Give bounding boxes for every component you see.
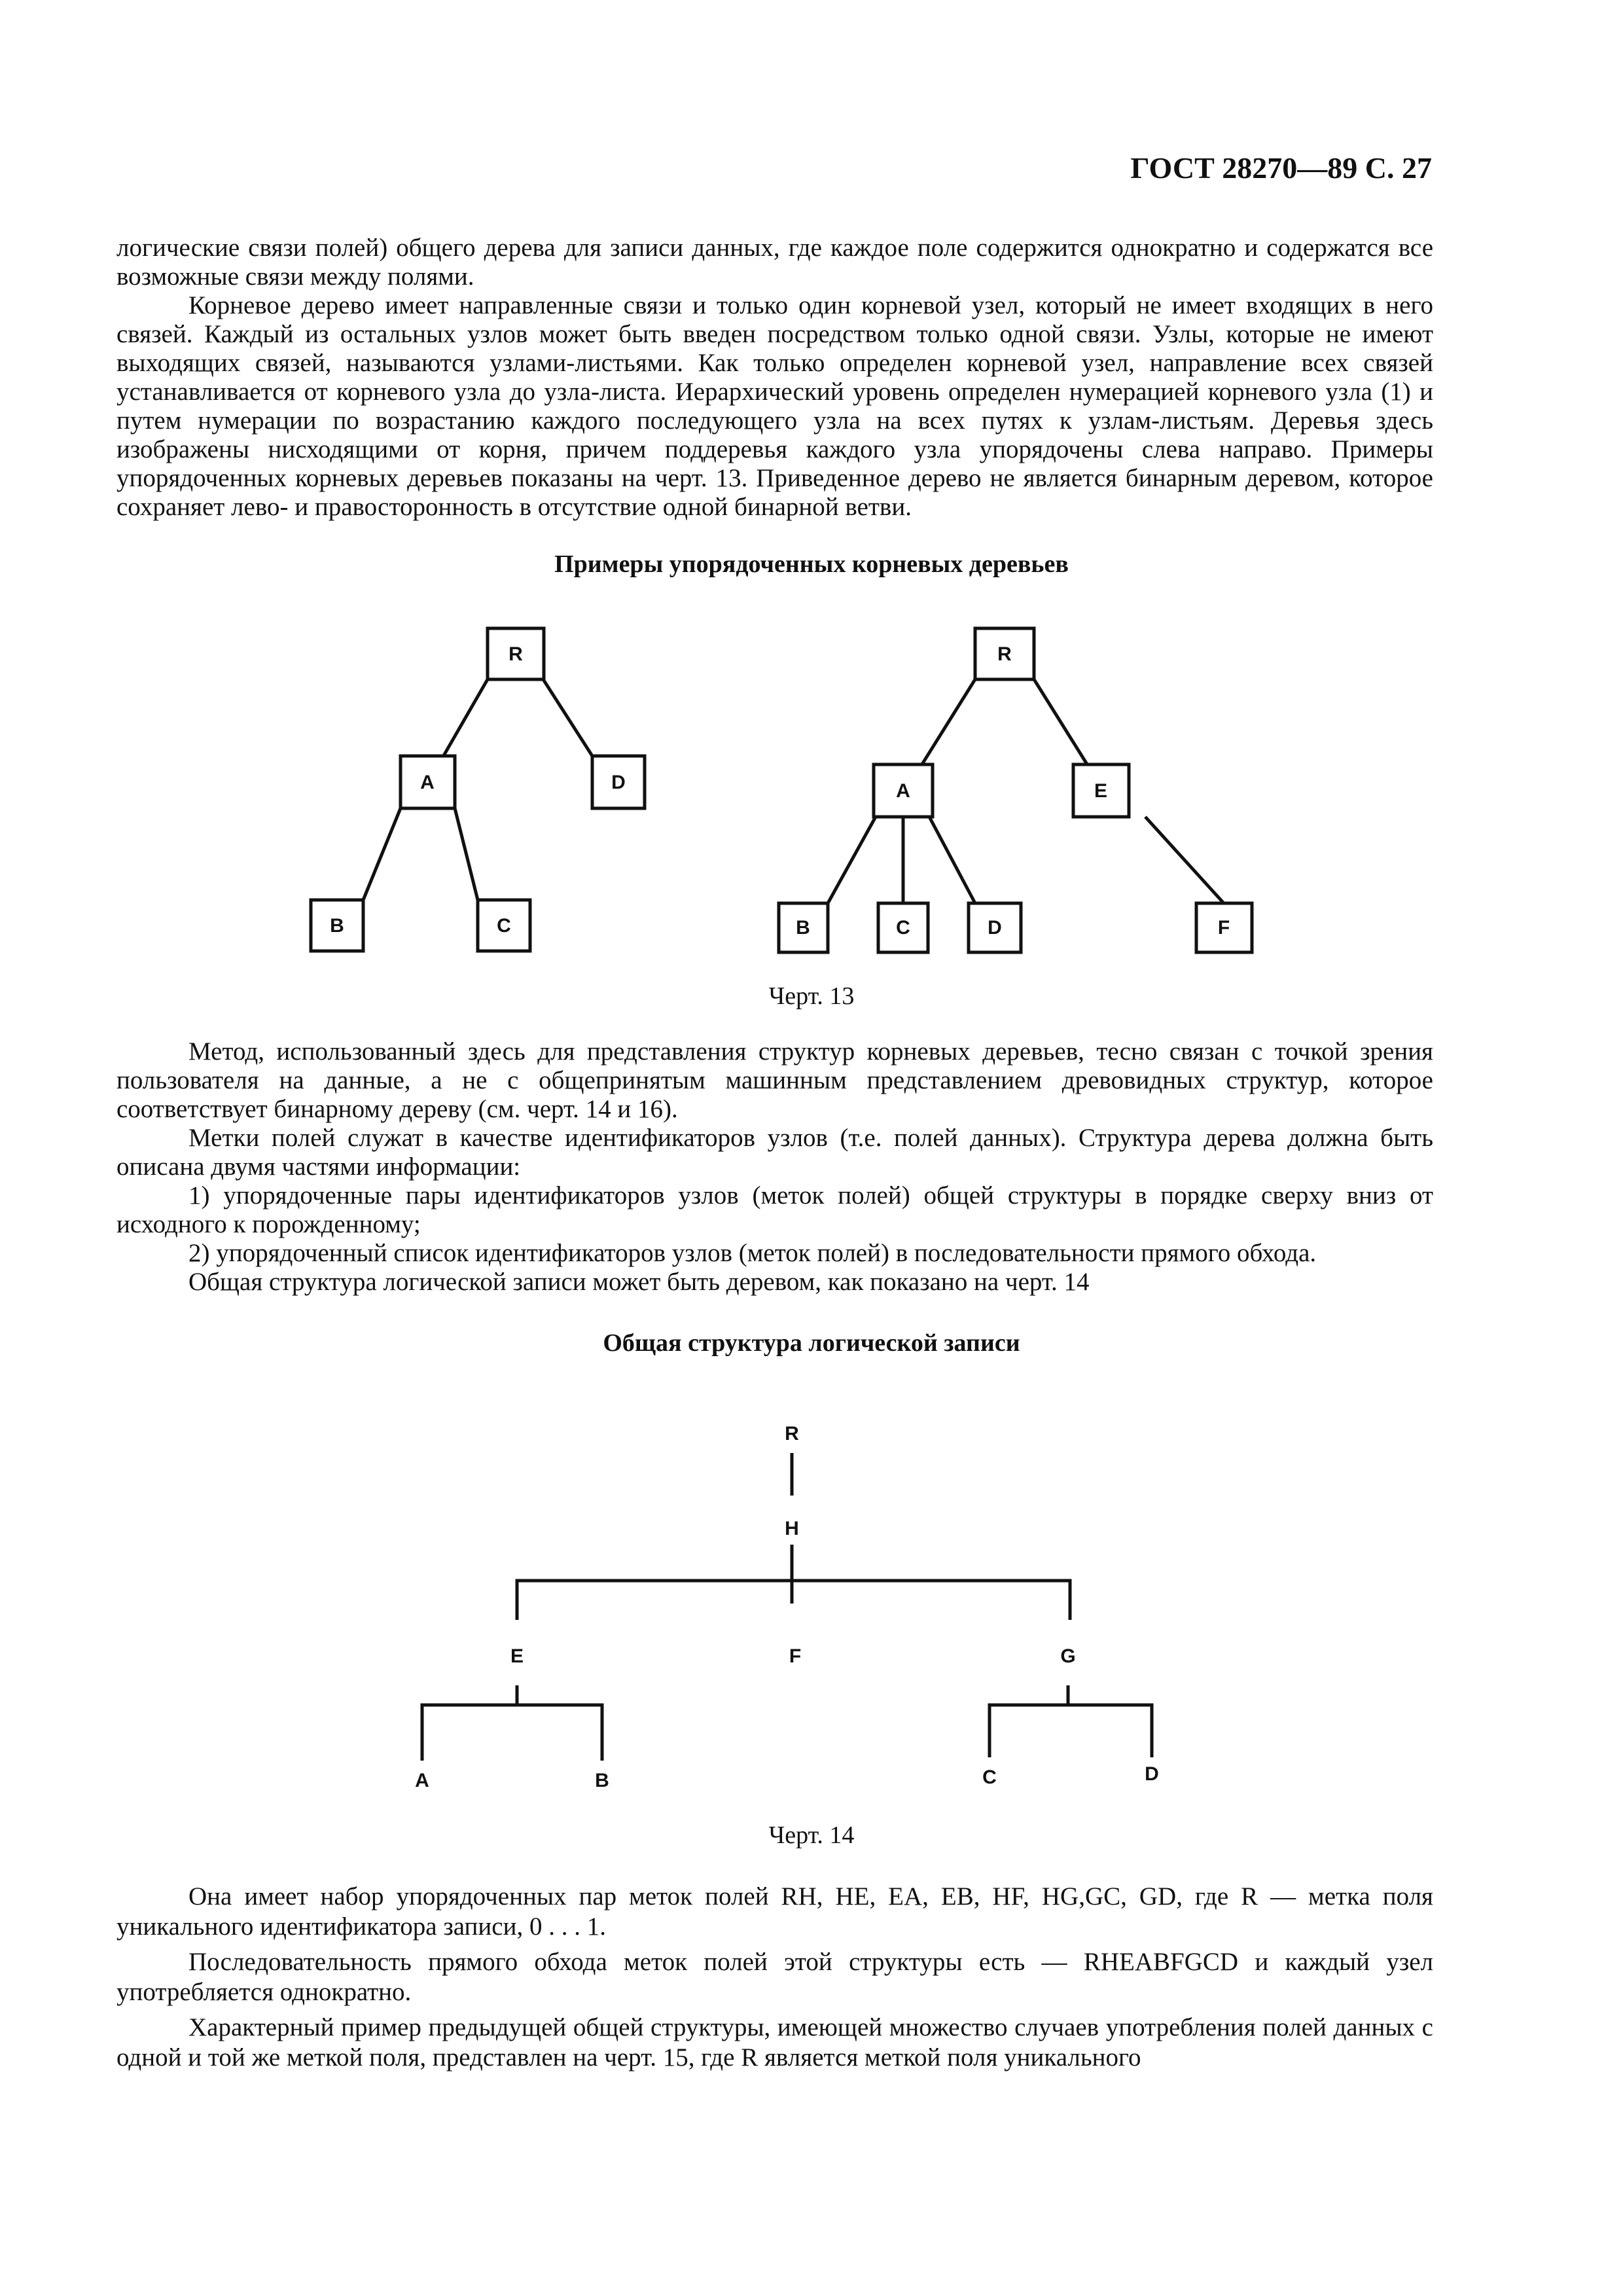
paragraph-method: Метод, использованный здесь для представления структур корневых деревьев, тесно связан с точкой зрения пользователя на данные, а не с общепринятым машинным представлением древовидных структур, которое соответствует бинарному дереву (см. черт. 14 и 16). xyxy=(116,1037,1433,1123)
fig14-label-a: A xyxy=(415,1770,429,1791)
tree2-label-b: B xyxy=(796,917,810,939)
fig14-label-r: R xyxy=(785,1423,799,1444)
tree2-label-e: E xyxy=(1094,780,1108,802)
paragraph-example: Характерный пример предыдущей общей структуры, имеющей множество случаев употребления полей данных с одной и той же меткой поля, представлен на черт. 15, где R является меткой поля уникального xyxy=(116,2013,1433,2072)
edge2-a-d xyxy=(929,817,975,903)
tree2-label-r: R xyxy=(997,643,1012,665)
paragraph-pairs: Она имеет набор упорядоченных пар меток полей RH, HE, EA, EB, HF, HG,GC, GD, где R — метка поля уникального идентификатора записи, 0 . . . 1. xyxy=(116,1882,1433,1941)
figure-13-diagram xyxy=(0,609,1623,975)
list-item-1: 1) упорядоченные пары идентификаторов узлов (меток полей) общей структуры в порядке сверху вниз от исходного к порожденному; xyxy=(116,1181,1433,1238)
tree1-node-b xyxy=(311,900,363,951)
tree1-node-r xyxy=(488,628,544,679)
fig14-label-d: D xyxy=(1145,1763,1159,1785)
tree2-node-r xyxy=(975,628,1034,679)
paragraph-traversal: Последовательность прямого обхода меток полей этой структуры есть — RHEABFGCD и каждый узел употребляется однократно. xyxy=(116,1948,1433,2006)
edge2-a-b xyxy=(828,817,876,903)
tree2-label-d: D xyxy=(988,917,1002,939)
figure-14-caption: Черт. 14 xyxy=(768,1821,855,1849)
tree2-label-c: C xyxy=(896,917,910,939)
tree1-label-c: C xyxy=(497,915,511,937)
figure-13-title: Примеры упорядоченных корневых деревьев xyxy=(554,550,1069,578)
tree2-node-e xyxy=(1073,764,1129,817)
fig14-label-g: G xyxy=(1060,1645,1076,1667)
closing-text xyxy=(116,1882,1433,2073)
paragraph-general: Общая структура логической записи может быть деревом, как показано на черт. 14 xyxy=(188,1268,1090,1296)
figure-14-title: Общая структура логической записи xyxy=(603,1329,1020,1357)
tree1-label-r: R xyxy=(508,643,523,665)
tree1-node-d xyxy=(592,756,645,808)
edge-r-d xyxy=(543,679,592,756)
fig14-label-h: H xyxy=(785,1518,799,1539)
figure-13-caption: Черт. 13 xyxy=(768,982,855,1010)
figure-14-diagram xyxy=(0,1388,1623,1791)
edge2-e-f xyxy=(1145,817,1224,903)
edge-a-b xyxy=(363,808,401,900)
fig14-label-e: E xyxy=(510,1645,524,1667)
tree2-node-c xyxy=(878,903,928,952)
tree1-label-b: B xyxy=(330,915,344,937)
tree1-node-a xyxy=(401,756,455,808)
tree1-label-d: D xyxy=(611,772,626,793)
tree1-label-a: A xyxy=(420,772,435,793)
fig14-label-b: B xyxy=(595,1770,609,1791)
fig14-label-f: F xyxy=(789,1645,802,1667)
fig14-label-c: C xyxy=(982,1767,997,1788)
paragraph-continued: логические связи полей) общего дерева для записи данных, где каждое поле содержится однократно и содержатся все возможные связи между полями. xyxy=(116,234,1433,291)
tree1-node-c xyxy=(478,900,530,951)
tree2-node-b xyxy=(779,903,828,952)
bracket-g xyxy=(990,1705,1152,1757)
tree2-node-d xyxy=(969,903,1021,952)
page-header: ГОСТ 28270—89 С. 27 xyxy=(1130,151,1432,185)
intro-text xyxy=(116,234,1433,522)
bracket-e xyxy=(422,1705,602,1761)
paragraph-root-tree: Корневое дерево имеет направленные связи и только один корневой узел, который не имеет входящих в него связей. Каждый из остальных узлов может быть введен посредством только одной связи. Узлы, которые не имеют выходящих связей, называются узлами-листьями. Как только определен корневой узел, направление всех связей устанавливается от корневого узла до узла-листа. Иерархический уровень определен нумерацией корневого узла (1) и путем нумерации по возрастанию каждого последующего узла на всех путях к узлам-листьям. Деревья здесь изображены нисходящими от корня, причем поддеревья каждого узла упорядочены слева направо. Примеры упорядоченных корневых деревьев показаны на черт. 13. Приведенное дерево не является бинарным деревом, которое сохраняет лево- и правосторонность в отсутствие одной бинарной ветви. xyxy=(116,291,1433,521)
list-item-2: 2) упорядоченный список идентификаторов узлов (меток полей) в последовательности прямого обхода. xyxy=(188,1239,1317,1267)
tree2-label-f: F xyxy=(1217,917,1230,939)
method-text xyxy=(116,1037,1433,1297)
tree2-node-a xyxy=(874,764,933,817)
tree2-label-a: A xyxy=(896,780,910,802)
edge-a-c xyxy=(455,808,478,900)
paragraph-labels: Метки полей служат в качестве идентификаторов узлов (т.е. полей данных). Структура дерева должна быть описана двумя частями информации: xyxy=(116,1124,1433,1181)
tree2-node-f xyxy=(1196,903,1252,952)
